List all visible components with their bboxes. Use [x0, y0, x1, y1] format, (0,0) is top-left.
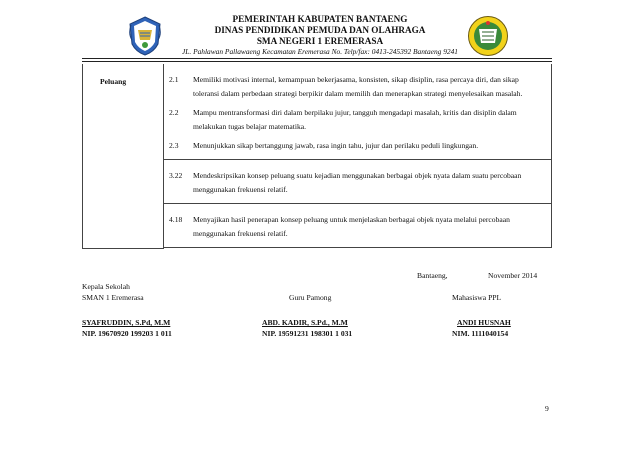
competency-block-knowledge	[164, 160, 551, 204]
signature-date: November 2014	[488, 271, 538, 280]
competency-block-skill	[164, 204, 551, 248]
competency-number: 2.3	[169, 141, 179, 150]
competency-item	[169, 106, 545, 134]
letterhead-rule	[82, 58, 552, 59]
competency-item	[169, 169, 545, 197]
competency-number: 4.18	[169, 215, 183, 224]
principal-nip: NIP. 19670920 199203 1 011	[82, 329, 172, 338]
competency-text: Mendeskripsikan konsep peluang suatu kejadian menggunakan berbagai objek nyata dalam suatu percobaan menggunakan frekuensi relatif.	[193, 171, 522, 194]
student-name: ANDI HUSNAH	[457, 318, 511, 327]
competency-text: Menyajikan hasil penerapan konsep peluang untuk menjelaskan berbagai objek nyata melalui percobaan menggunakan frekuensi relatif.	[193, 215, 510, 238]
material-cell	[83, 64, 164, 248]
student-nim: NIM. 1111040154	[452, 329, 509, 338]
competency-item	[169, 213, 545, 241]
letterhead-rule-thin	[82, 61, 552, 62]
competency-text: Memiliki motivasi internal, kemampuan bekerjasama, konsisten, sikap disiplin, rasa percaya diri, dan sikap toleransi dalam perbedaan strategi berpikir dalam memilih dan menerapkan strategi menyelesaikan masalah.	[193, 75, 523, 98]
competency-text: Mampu mentransformasi diri dalam berpilaku jujur, tangguh mengadapi masalah, kritis dan disiplin dalam melakukan tugas belajar matematika.	[193, 108, 517, 131]
competency-item	[169, 139, 545, 153]
competency-number: 2.1	[169, 75, 179, 84]
letterhead-line-2: DINAS PENDIDIKAN PEMUDA DAN OLAHRAGA	[214, 25, 426, 35]
teacher-role: Guru Pamong	[289, 293, 332, 302]
page-number: 9	[545, 404, 549, 413]
competency-item	[169, 73, 545, 101]
competency-number: 3.22	[169, 171, 183, 180]
competency-content-cell	[164, 64, 552, 248]
signature-place: Bantaeng,	[417, 271, 448, 280]
material-label: Peluang	[100, 77, 127, 86]
letterhead-address: JL. Pahlawan Pallawaeng Kecamatan Eremerasa No. Telp/fax: 0413-245392 Bantaeng 9241	[182, 47, 458, 56]
competency-table	[82, 64, 552, 249]
letterhead-line-1: PEMERINTAH KABUPATEN BANTAENG	[232, 14, 408, 24]
teacher-nip: NIP. 19591231 198301 1 031	[262, 329, 353, 338]
competency-text: Menunjukkan sikap bertanggung jawab, rasa ingin tahu, jujur dan perilaku peduli lingkungan.	[193, 141, 479, 150]
teacher-name: ABD. KADIR, S.Pd., M.M	[262, 318, 348, 327]
principal-name: SYAFRUDDIN, S.Pd, M.M	[82, 318, 171, 327]
principal-role: Kepala Sekolah	[82, 282, 130, 291]
competency-number: 2.2	[169, 108, 179, 117]
principal-org: SMAN 1 Eremerasa	[82, 293, 144, 302]
letterhead-line-3: SMA NEGERI 1 EREMERASA	[256, 36, 384, 46]
student-role: Mahasiswa PPL	[452, 293, 502, 302]
competency-block-attitude	[164, 64, 551, 160]
